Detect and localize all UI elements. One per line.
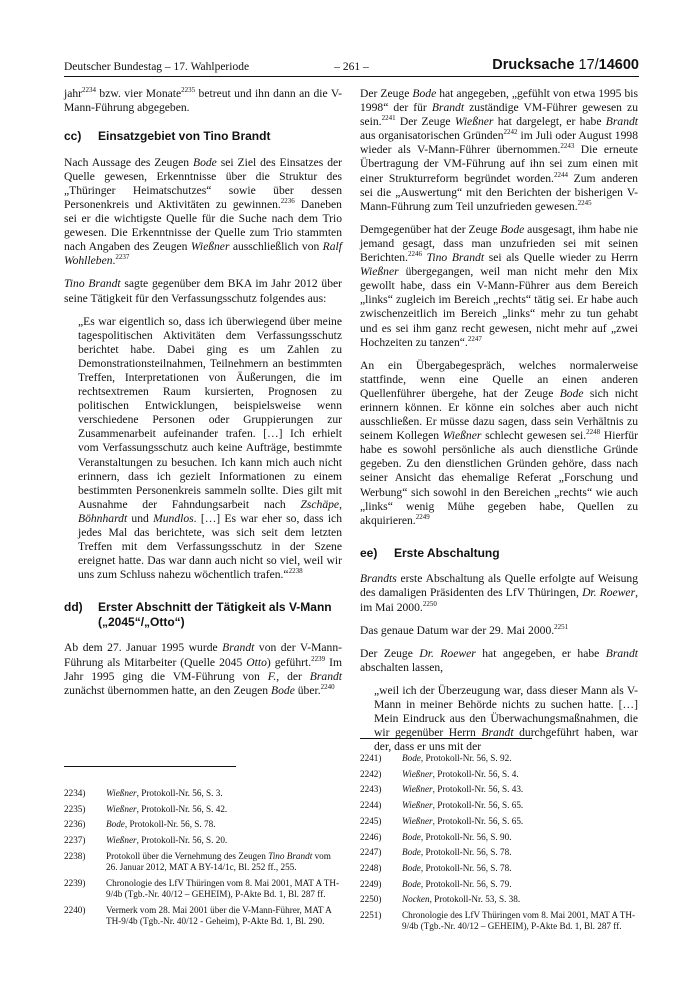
block-quote: „Es war eigentlich so, dass ich überwiegend über meine tagespolitischen Aktivitäten dem Verfassungsschutz berichtet habe. Dabei ging es um Zahlen zu Demonstrationsteilnahmen, Teilnehmern an bestimmten Treffen, Interpretationen von Äußerungen, die im rechtsextremen Raum kursierten, Prognosen zu politischen Entwicklungen, beispielsweise wenn verschiedene Personen oder Gruppierungen zur Zusammenarbeit aufeinander trafen. […] Ich erhielt vom Verfassungsschutz auch keine Aufträge, bestimmte Veranstaltungen zu besuchen. Ich kann mich auch nicht erinnern, dass ich gezielt Informationen zu einem bestimmten Personenkreis sammeln sollte. Dies gilt mit Ausnahme der Fahndungsarbeit nach Zschäpe, Böhnhardt und Mundlos. […] Es war eher so, dass ich jedes Mal das berichtete, was sich seit dem letzten Treffen mit dem Verfassungsschutz in der Szene ereignet hatte. Das war dann auch nicht so viel, weil wir uns zum Schluss nahezu wöchentlich trafen.“$^{2238}$ — [78, 314, 342, 582]
paragraph: Brandts erste Abschaltung als Quelle erfolgte auf Weisung des damaligen Präsidenten des LfV Thüringen, Dr. Roewer, im Mai 2000.$^{2250}$ — [360, 572, 638, 614]
block-quote: „weil ich der Überzeugung war, dass dieser Mann als V-Mann in meiner Behörde nichts zu suchen hatte. […] Mein Eindruck aus den Überwachungsmaßnahmen, die wir gegenüber Herrn Brandt durchgeführt haben, war der, dass er uns mit der — [374, 683, 638, 754]
footnote: 2251) Chronologie des LfV Thüringen vom 8. Mai 2001, MAT A TH-9/4b (Tgb.-Nr. 40/12 – GEHEIM), P-Akte Bd. 1, Bl. 287 ff. — [360, 910, 636, 932]
section-heading-cc: cc) Einsatzgebiet von Tino Brandt — [64, 129, 271, 144]
publication-title: Deutscher Bundestag – 17. Wahlperiode — [64, 61, 250, 73]
footnote: 2235) Wießner, Protokoll-Nr. 56, S. 42. — [64, 803, 228, 814]
footnotes-right — [360, 753, 640, 937]
drucksache-number: Drucksache 17/14600 — [492, 57, 639, 73]
footnote: 2237) Wießner, Protokoll-Nr. 56, S. 20. — [64, 835, 228, 846]
footnote: 2234) Wießner, Protokoll-Nr. 56, S. 3. — [64, 788, 223, 798]
footnote: 2238) Protokoll über die Vernehmung des Zeugen Tino Brandt vom 26. Januar 2012, MAT A BY-14/1c, Bl. 252 ff., 255. — [64, 850, 331, 873]
footnote: 2248) Bode, Protokoll-Nr. 56, S. 78. — [360, 862, 512, 873]
footnote: 2249) Bode, Protokoll-Nr. 56, S. 79. — [360, 878, 512, 889]
paragraph: Der Zeuge Bode hat angegeben, „gefühlt von etwa 1995 bis 1998“ der für Brandt zuständige VM-Führer gewesen zu sein.$^{2241}$ Der Zeuge Wießner hat dargelegt, er habe Brandt aus organisatorischen Gründen$^{2242}$ im Juli oder August 1998 wieder als V-Mann-Führer übernommen.$^{2243}$ Die erneute Übertragung der VM-Führung auf ihn sei zum einen mit einer Strukturreform begründet worden.$^{2244}$ Zum anderen sei die „Auswertung“ mit den Berichten der bisherigen V-Mann-Führung zum Teil unzufrieden gewesen.$^{2245}$ — [360, 87, 639, 213]
footnote: 2240) Vermerk vom 28. Mai 2001 über die V-Mann-Führer, MAT A TH-9/4b (Tgb.-Nr. 40/12 - Geheim), P-Akte Bd. 1, Bl. 290. — [64, 904, 332, 926]
footnote-rule-left — [64, 766, 236, 767]
footnote: 2247) Bode, Protokoll-Nr. 56, S. 78. — [360, 847, 512, 858]
section-heading-ee: ee) Erste Abschaltung — [360, 545, 500, 560]
section-heading-dd: dd) Erster Abschnitt der Tätigkeit als V-Mann („2045“/„Otto“) — [64, 600, 332, 629]
footnote: 2246) Bode, Protokoll-Nr. 56, S. 90. — [360, 831, 512, 842]
paragraph: Ab dem 27. Januar 1995 wurde Brandt von der V-Mann-Führung als Mitarbeiter (Quelle 2045 Otto) geführt.$^{2239}$ Im Jahr 1995 ging die VM-Führung von F., der Brandt zunächst übernommen hatte, an den Zeugen Bode über.$^{2240}$ — [64, 641, 343, 697]
footnote: 2242) Wießner, Protokoll-Nr. 56, S. 4. — [360, 768, 519, 779]
footnote: 2245) Wießner, Protokoll-Nr. 56, S. 65. — [360, 815, 524, 826]
footnote: 2236) Bode, Protokoll-Nr. 56, S. 78. — [64, 819, 216, 830]
footnote-rule-right — [360, 738, 532, 739]
footnote: 2241) Bode, Protokoll-Nr. 56, S. 92. — [360, 753, 512, 763]
page-header — [64, 58, 639, 78]
footnotes-left — [64, 788, 344, 932]
footnote: 2250) Nocken, Protokoll-Nr. 53, S. 38. — [360, 894, 521, 905]
paragraph: Tino Brandt sagte gegenüber dem BKA im Jahr 2012 über seine Tätigkeit für den Verfassungsschutz folgendes aus: — [64, 277, 343, 305]
paragraph: Nach Aussage des Zeugen Bode sei Ziel des Einsatzes der Quelle gewesen, Erkenntnisse über die Struktur des „Thüringer Heimatschutzes“ sowie über dessen Personenkreis und Aktivitäten zu gewinnen.$^{2236}$ Daneben sei er die wichtigste Quelle für die Suche nach dem Trio gewesen. Die Erkenntnisse der Quelle zum Trio stammten nach Angaben des Zeugen Wießner ausschließlich von Ralf Wohlleben.$^{2237}$ — [64, 155, 342, 268]
right-column — [360, 87, 638, 763]
header-rule — [64, 76, 639, 77]
footnote: 2243) Wießner, Protokoll-Nr. 56, S. 43. — [360, 784, 524, 795]
paragraph: jahr$^{2234}$ bzw. vier Monate$^{2235}$ betreut und ihn dann an die V-Mann-Führung abgegeben. — [64, 86, 342, 115]
paragraph: Der Zeuge Dr. Roewer hat angegeben, er habe Brandt abschalten lassen, — [360, 646, 638, 674]
page-number: – 261 – — [334, 61, 369, 73]
paragraph: Demgegenüber hat der Zeuge Bode ausgesagt, ihm habe nie jemand gesagt, dass man unzufrieden sei mit seinen Berichten.$^{2246}$ Tino Brandt sei als Quelle wieder zu Herrn Wießner übergegangen, weil man nicht mehr den Mix gewollt habe, dass ein V-Mann-Führer aus dem Bereich „links“ zugleich im Bereich „rechts“ tätig sei. Er habe auch zwischenzeitlich im Bereich „links“ mehr zu tun gehabt und es sei ihm ganz recht gewesen, nicht mehr auf „zwei Hochzeiten zu tanzen“.$^{2247}$ — [360, 222, 638, 349]
left-column — [64, 87, 342, 707]
footnote: 2244) Wießner, Protokoll-Nr. 56, S. 65. — [360, 800, 524, 811]
footnote: 2239) Chronologie des LfV Thüringen vom 8. Mai 2001, MAT A TH-9/4b (Tgb.-Nr. 40/12 – GEHEIM), P-Akte Bd. 1, Bl. 287 ff. — [64, 877, 340, 899]
paragraph: Das genaue Datum war der 29. Mai 2000.$^{2251}$ — [360, 622, 569, 637]
paragraph: An ein Übergabegespräch, welches normalerweise stattfinde, wenn eine Quelle an einen anderen Quellenführer übergehe, hat der Zeuge Bode sich nicht erinnern können. Er könne ein solches aber auch nicht ausschließen. Er müsse dazu sagen, dass sein Verhältnis zu seinem Kollegen Wießner schlecht gewesen sei.$^{2248}$ Hierfür habe es sowohl persönliche als auch dienstliche Gründe gegeben. Zu den dienstlichen Gründen gehöre, dass nach seiner Ansicht das ehemalige Referat „Forschung und Werbung“ sich sowohl in den Bereichen „rechts“ wie auch „links“ wenig Mühe gegeben habe, Quellen zu akquirieren.$^{2249}$ — [360, 358, 639, 527]
